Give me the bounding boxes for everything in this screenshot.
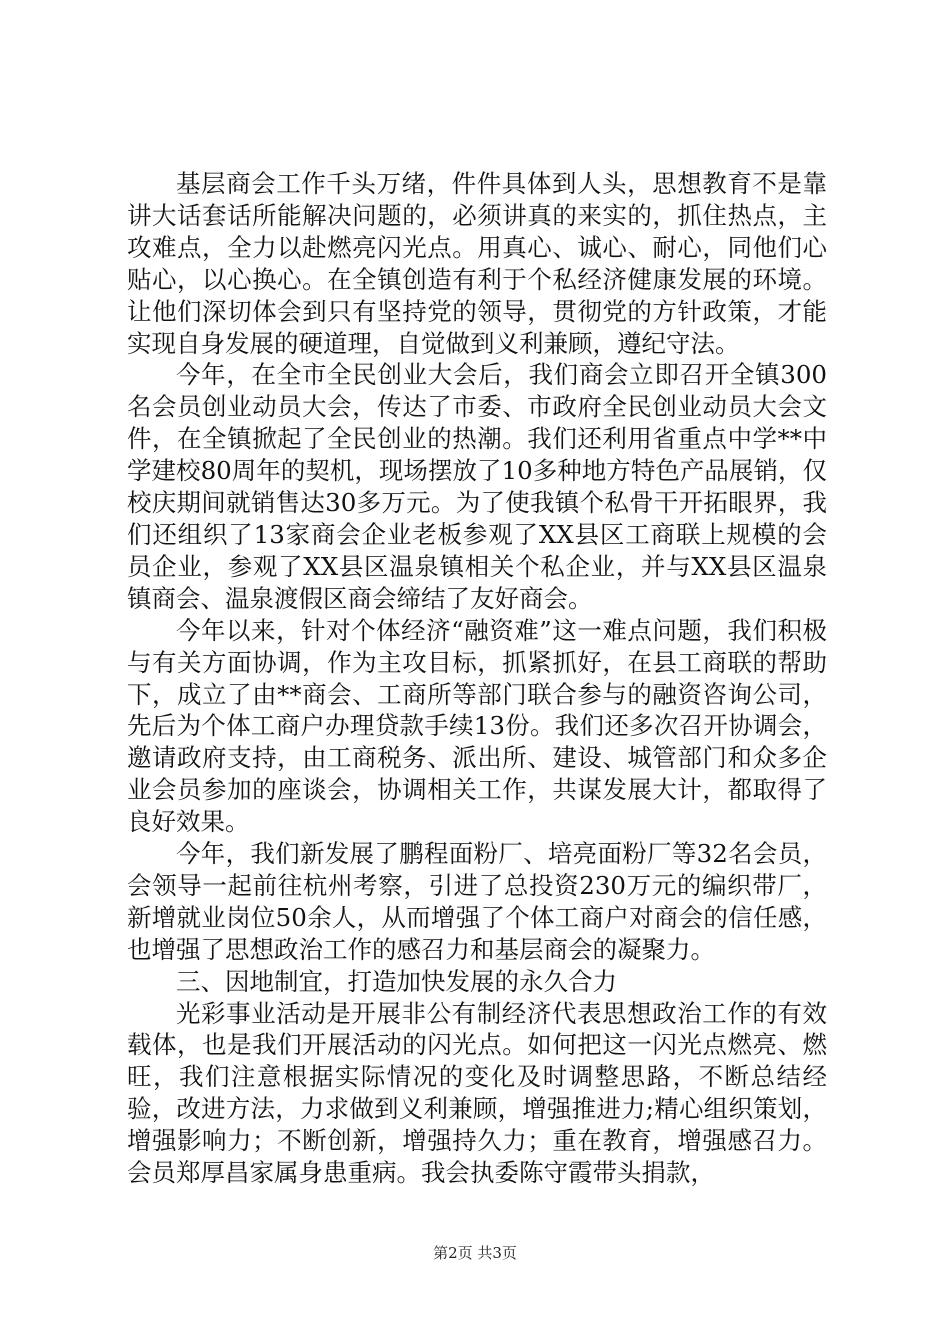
page-number-footer: 第2页 共3页 <box>433 1244 517 1262</box>
paragraph-guangcai: 光彩事业活动是开展非公有制经济代表思想政治工作的有效载体，也是我们开展活动的闪光点。如何把这一闪光点燃亮、燃旺，我们注意根据实际情况的变化及时调整思路，不断总结经验，改进方法，力求做到义利兼顾，增强推进力;精心组织策划，增强影响力；不断创新，增强持久力；重在教育，增强感召力。会员郑厚昌家属身患重病。我会执委陈守霞带头捐款， <box>127 998 827 1188</box>
paragraph-financing: 今年以来，针对个体经济“融资难”这一难点问题，我们积极与有关方面协调，作为主攻目标，抓紧抓好，在县工商联的帮助下，成立了由**商会、工商所等部门联合参与的融资咨询公司，先后为个体工商户办理贷款手续13份。我们还多次召开协调会，邀请政府支持，由工商税务、派出所、建设、城管部门和众多企业会员参加的座谈会，协调相关工作，共谋发展大计，都取得了良好效果。 <box>127 615 827 837</box>
document-body <box>127 168 827 1189</box>
section-heading: 三、因地制宜，打造加快发展的永久合力 <box>176 966 617 996</box>
paragraph-entrepreneurship: 今年，在全市全民创业大会后，我们商会立即召开全镇300名会员创业动员大会，传达了市委、市政府全民创业动员大会文件，在全镇掀起了全民创业的热潮。我们还利用省重点中学**中学建校80周年的契机，现场摆放了10多种地方特色产品展销，仅校庆期间就销售达30多万元。为了使我镇个私骨干开拓眼界，我们还组织了13家商会企业老板参观了XX县区工商联上规模的会员企业，参观了XX县区温泉镇相关个私企业，并与XX县区温泉镇商会、温泉渡假区商会缔结了友好商会。 <box>127 360 827 613</box>
paragraph-grassroots-work: 基层商会工作千头万绪，件件具体到人头，思想教育不是靠讲大话套话所能解决问题的，必须讲真的来实的，抓住热点，主攻难点，全力以赴燃亮闪光点。用真心、诚心、耐心，同他们心贴心，以心换心。在全镇创造有利于个私经济健康发展的环境。让他们深切体会到只有坚持党的领导，贯彻党的方针政策，才能实现自身发展的硬道理，自觉做到义利兼顾，遵纪守法。 <box>127 169 827 358</box>
paragraph-new-members: 今年，我们新发展了鹏程面粉厂、培亮面粉厂等32名会员，会领导一起前往杭州考察，引进了总投资230万元的编织带厂，新增就业岗位50余人，从而增强了个体工商户对商会的信任感，也增强了思想政治工作的感召力和基层商会的凝聚力。 <box>127 839 827 964</box>
